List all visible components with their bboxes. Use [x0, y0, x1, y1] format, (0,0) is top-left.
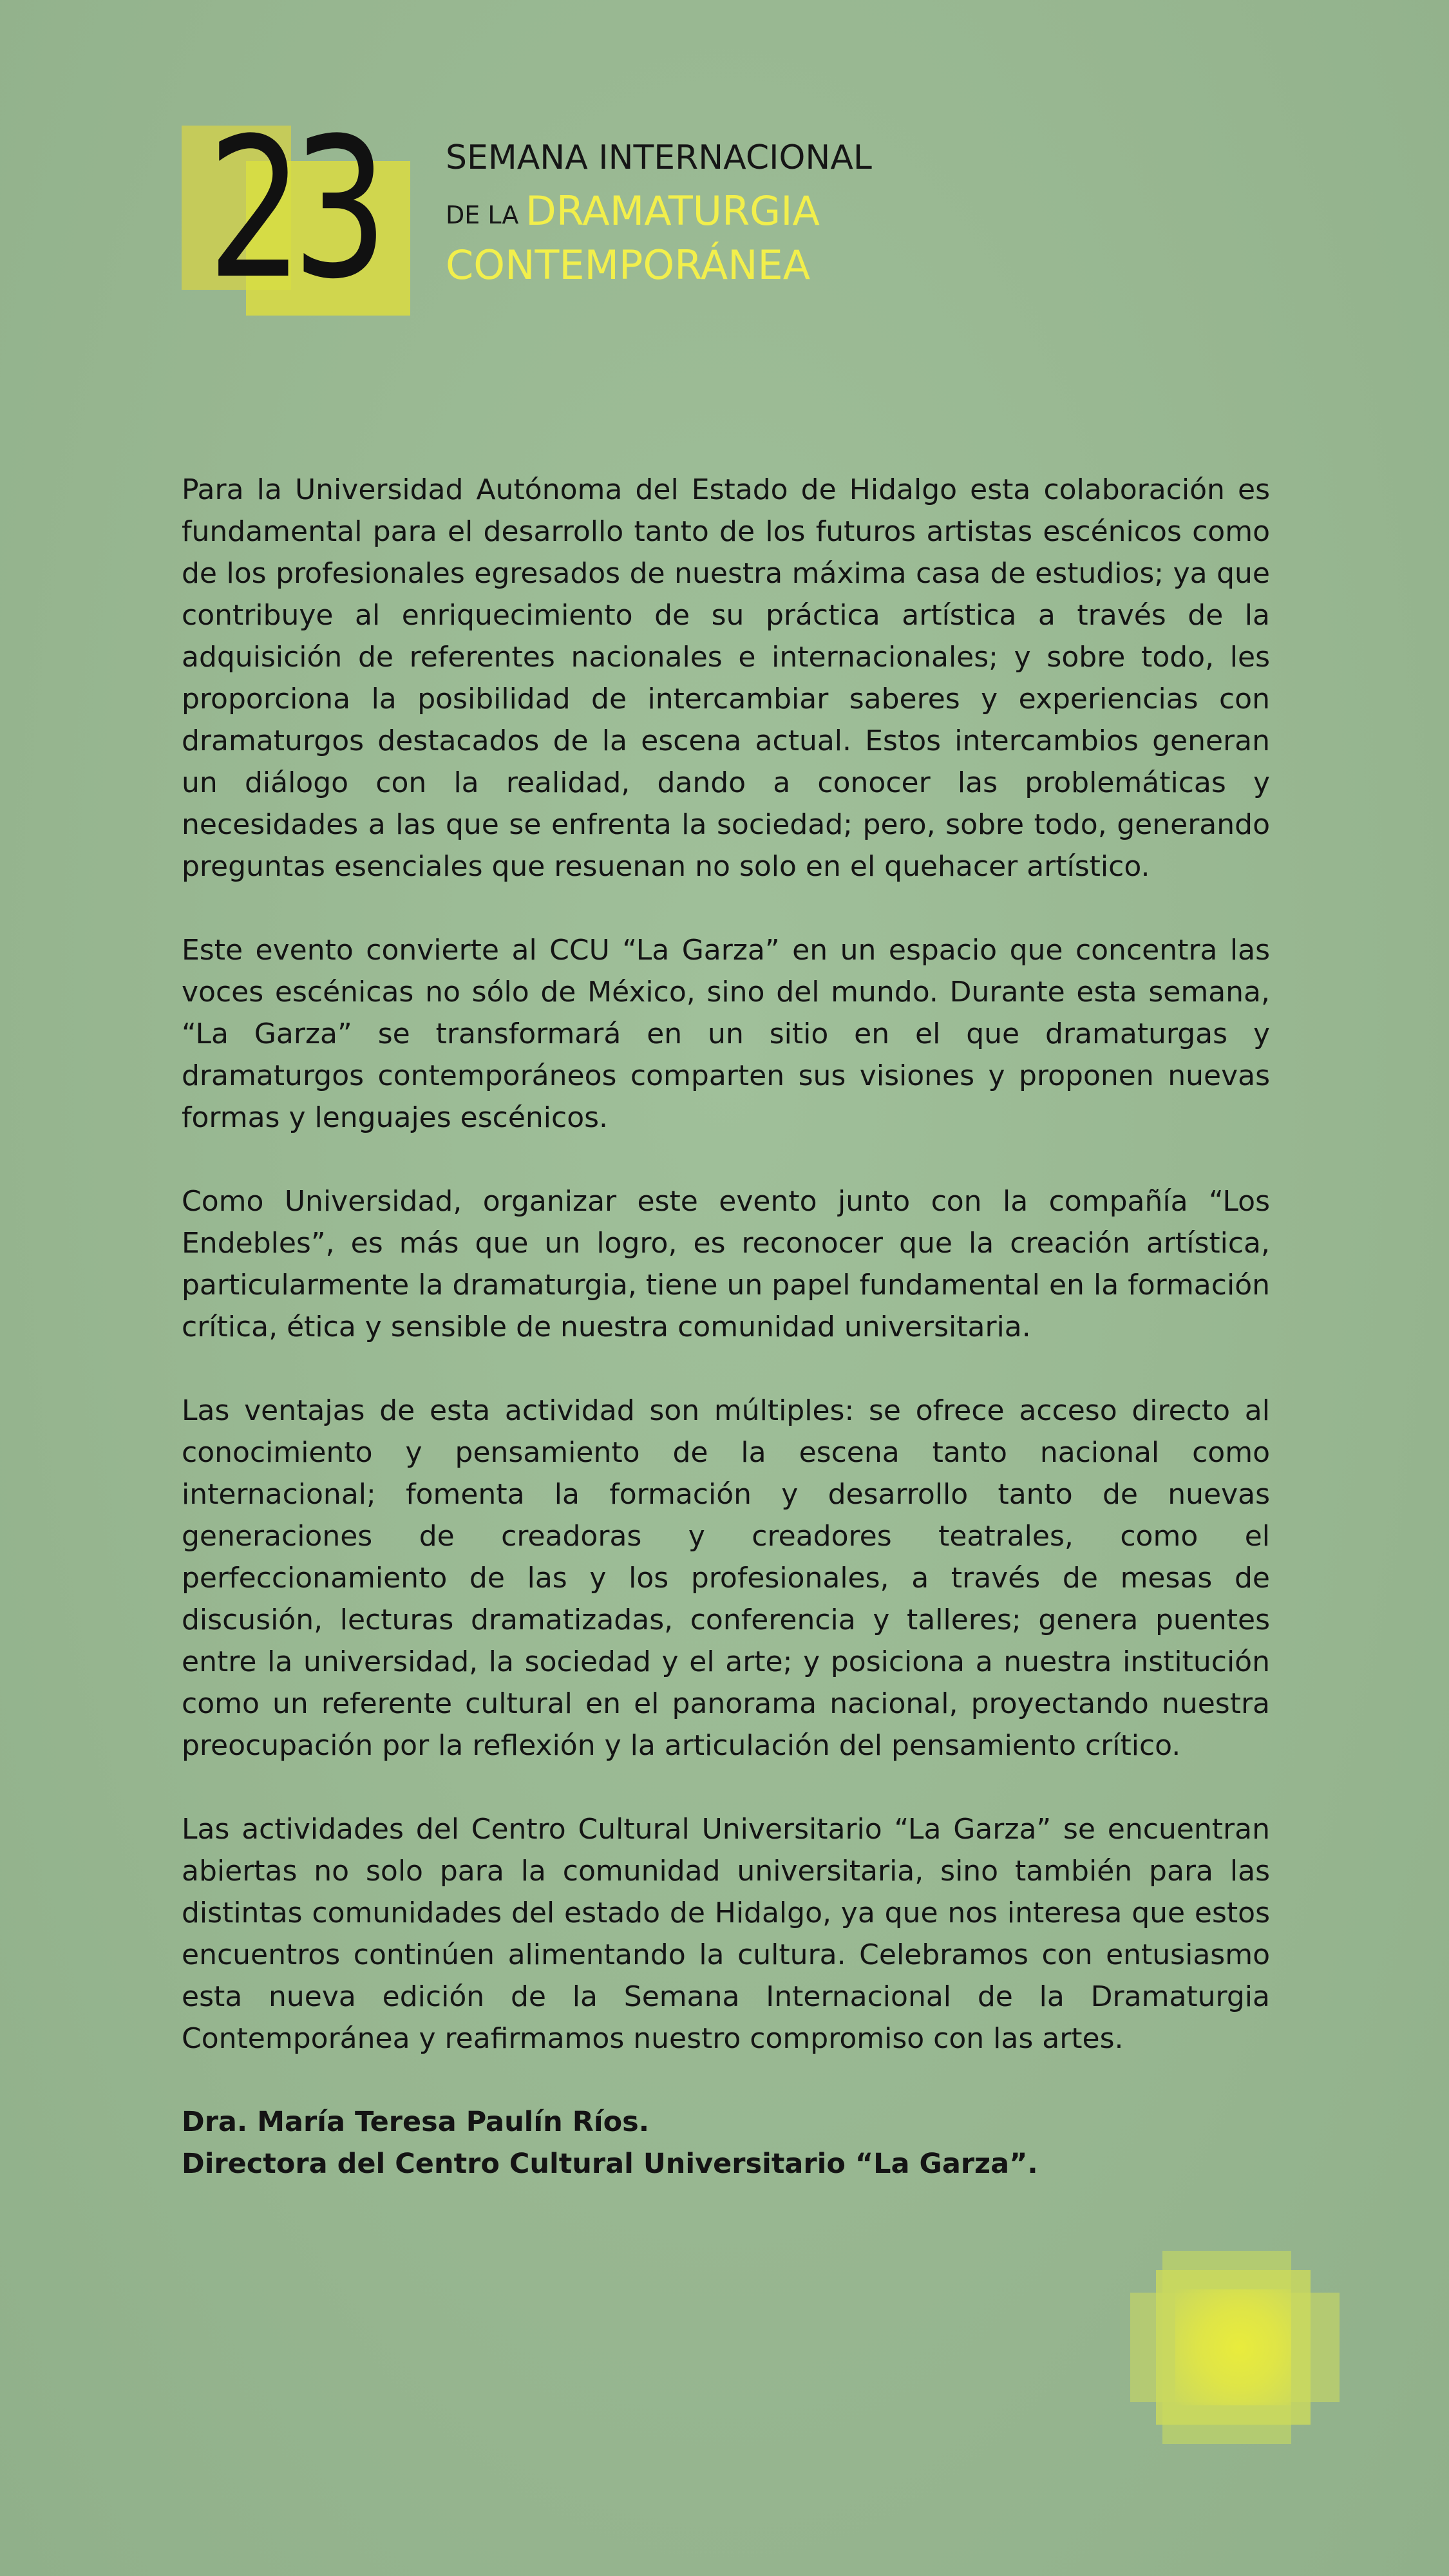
- logo-title-dramaturgia: DRAMATURGIA: [526, 187, 820, 234]
- paragraph-4: Las ventajas de esta actividad son múltiples: se ofrece acceso directo al conocimiento y pensamiento de la escena tanto nacional como internacional; fomenta la formación y desarrollo tanto de nuevas generaciones de creadoras y creadores teatrales, como el perfeccionamiento de las y los profesionales, a través de mesas de discusión, lecturas dramatizadas, conferencia y talleres; genera puentes entre la universidad, la sociedad y el arte; y posiciona a nuestra institución como un referente cultural en el panorama nacional, proyectando nuestra preocupación por la reflexión y la articulación del pensamiento crítico.: [182, 1394, 1270, 1762]
- decorative-glow-squares: [1130, 2251, 1340, 2444]
- paragraph-1: Para la Universidad Autónoma del Estado de Hidalgo esta colaboración es fundamental para el desarrollo tanto de los futuros artistas escénicos como de los profesionales egresados de nuestra máxima casa de estudios; ya que contribuye al enriquecimiento de su práctica artística a través de la adquisición de referentes nacionales e internacionales; y sobre todo, les proporciona la posibilidad de intercambiar saberes y experiencias con dramaturgos destacados de la escena actual. Estos intercambios generan un diálogo con la realidad, dando a conocer las problemáticas y necesidades a las que se enfrenta la sociedad; pero, sobre todo, generando preguntas esenciales que resuenan no solo en el quehacer artístico.: [182, 473, 1270, 883]
- signature-name: Dra. María Teresa Paulín Ríos.: [182, 2106, 650, 2138]
- paragraph-2: Este evento convierte al CCU “La Garza” en un espacio que concentra las voces escénicas no sólo de México, sino del mundo. Durante esta semana, “La Garza” se transformará en un sitio en el que dramaturgas y dramaturgos contemporáneos comparten sus visiones y proponen nuevas formas y lenguajes escénicos.: [182, 934, 1270, 1134]
- event-logo: [182, 97, 890, 321]
- edition-number: 23: [207, 97, 377, 321]
- letter-body: [182, 469, 1270, 2185]
- signature-title: Directora del Centro Cultural Universitario “La Garza”.: [182, 2148, 1038, 2180]
- logo-title-line1: SEMANA INTERNACIONAL: [446, 138, 872, 177]
- logo-title-contemporanea: CONTEMPORÁNEA: [446, 242, 811, 289]
- logo-title-prefix: DE LA: [446, 201, 519, 229]
- paragraph-5: Las actividades del Centro Cultural Universitario “La Garza” se encuentran abiertas no solo para la comunidad universitaria, sino también para las distintas comunidades del estado de Hidalgo, ya que nos interesa que estos encuentros continúen alimentando la cultura. Celebramos con entusiasmo esta nueva edición de la Semana Internacional de la Dramaturgia Contemporánea y reafirmamos nuestro compromiso con las artes.: [182, 1813, 1270, 2055]
- paragraph-3: Como Universidad, organizar este evento junto con la compañía “Los Endebles”, es más que un logro, es reconocer que la creación artística, particularmente la dramaturgia, tiene un papel fundamental en la formación crítica, ética y sensible de nuestra comunidad universitaria.: [182, 1185, 1270, 1343]
